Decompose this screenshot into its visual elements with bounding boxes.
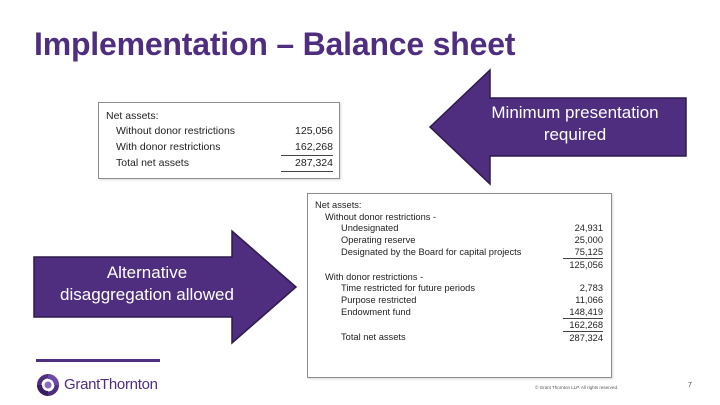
row-value: 25,000 [574,235,603,246]
slide-title: Implementation – Balance sheet [34,26,516,62]
grant-thornton-logo [36,372,176,398]
footer-accent-line [36,359,160,362]
row-label: With donor restrictions - [325,271,424,282]
row-value: 125,056 [295,125,333,138]
row-label: Net assets: [106,109,159,122]
row-label [315,318,563,331]
table-row [315,294,603,306]
copyright-text: © Grant Thornton LLP. All rights reserved. [535,385,619,390]
row-label: Operating reserve [341,235,416,246]
arrow-label: Alternative disaggregation allowed [60,263,234,304]
row-value: 125,056 [569,259,603,270]
row-label: Without donor restrictions - [325,211,437,222]
row-value [563,199,603,211]
logo-wordmark: GrantThornton [64,376,158,393]
table-row [315,199,603,211]
row-value: 162,268 [563,318,603,331]
row-label: Purpose restricted [341,295,417,306]
row-value: 75,125 [563,246,603,258]
row-label: Total net assets [341,332,406,343]
row-value: 2,783 [579,283,603,294]
table-row [106,139,333,155]
row-label [315,258,563,270]
page-number: 7 [688,382,692,389]
row-label: Designated by the Board for capital projects [341,247,522,258]
row-value: 162,268 [281,139,333,155]
row-label: Total net assets [116,157,189,170]
row-value [563,271,603,283]
row-label: Undesignated [341,223,399,234]
minimum-balance-sheet-excerpt [98,102,340,179]
minimum-presentation-arrow [428,68,688,186]
row-value: 287,324 [569,332,603,343]
table-row [315,283,603,295]
row-label: Endowment fund [341,307,411,318]
row-label: Net assets: [315,199,362,210]
grant-thornton-logo-icon [36,373,60,397]
table-row [106,155,333,172]
row-value [281,108,333,124]
table-row [315,234,603,246]
table-row [315,258,603,270]
row-value: 287,324 [281,155,333,172]
table-row [315,211,603,223]
row-label: Without donor restrictions [116,125,236,138]
table-row [106,108,333,124]
table-row [106,124,333,140]
alternative-balance-sheet-excerpt [307,193,612,378]
table-row [315,318,603,331]
alternative-disaggregation-arrow [32,229,298,345]
alternative-net-assets-table [315,199,603,344]
table-row [315,246,603,258]
table-row [315,271,603,283]
row-label: With donor restrictions [116,141,221,153]
row-value [563,211,603,223]
table-row [315,331,603,343]
row-value: 24,931 [574,223,603,234]
arrow-label: Minimum presentation required [491,103,659,144]
row-value: 148,419 [563,306,603,318]
row-value: 11,066 [575,295,603,306]
table-row [315,306,603,318]
table-row [315,223,603,235]
row-label: Time restricted for future periods [341,283,475,294]
minimum-net-assets-table [106,108,333,172]
